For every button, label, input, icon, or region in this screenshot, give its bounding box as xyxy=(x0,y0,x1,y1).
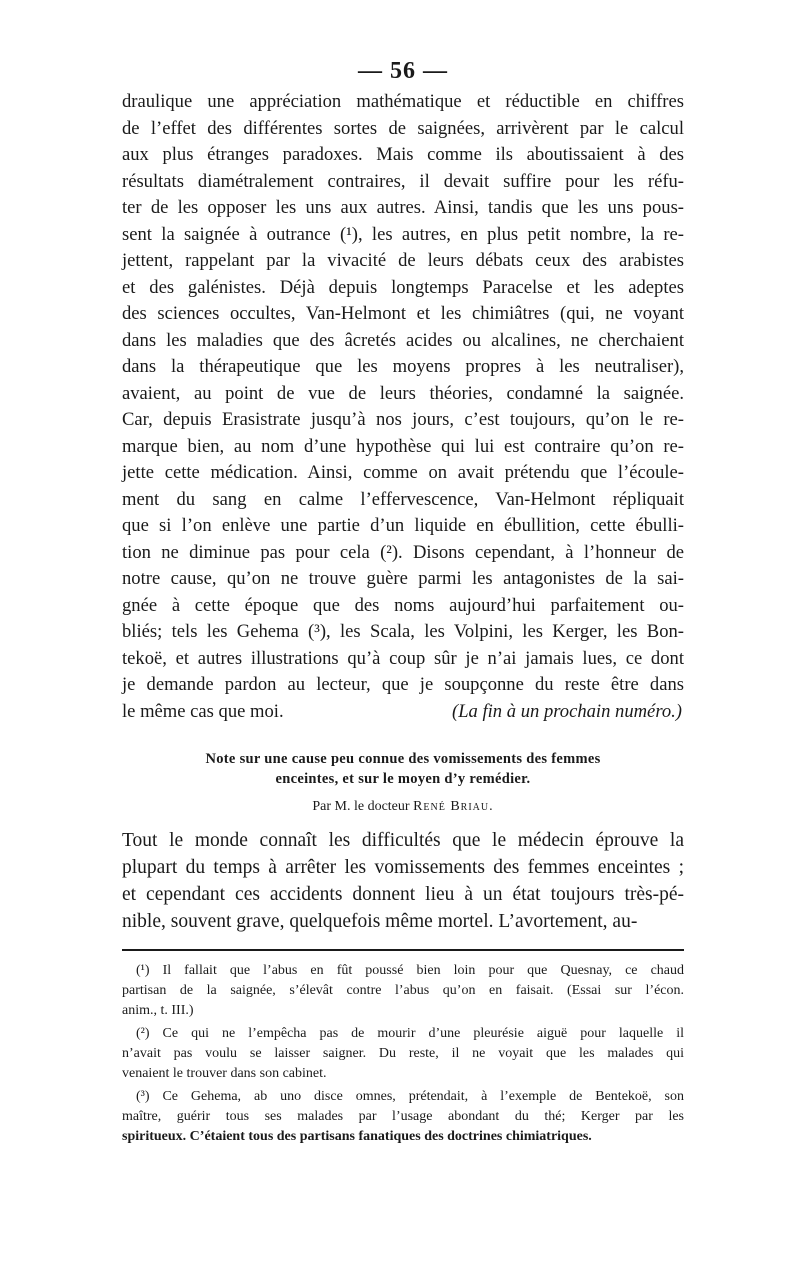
footnote-2-line: venaient le trouver dans son cabinet. xyxy=(122,1066,327,1081)
article-title xyxy=(122,749,684,789)
footnote-1-line: (¹) Il fallait que l’abus en fût poussé bien loin pour que Quesnay, ce chaud xyxy=(136,963,684,978)
body-line: draulique une appréciation mathématique et réductible en chiffres xyxy=(122,91,684,112)
body-line: que si l’on enlève une partie d’un liquide en ébullition, cette ébulli- xyxy=(122,515,684,536)
body-line: résultats diamétralement contraires, il devait suffire pour les réfu- xyxy=(122,170,684,192)
footnote-2-line: (²) Ce qui ne l’empêcha pas de mourir d’une pleurésie aiguë pour laquelle il xyxy=(136,1026,684,1041)
body-line: tekoë, et autres illustrations qu’à coup sûr je n’ai jamais lues, ce dont xyxy=(122,647,684,669)
body-line: dans les maladies que des âcretés acides ou alcalines, ne cherchaient xyxy=(122,329,684,351)
closing-line xyxy=(122,699,684,726)
body-line: sent la saignée à outrance (¹), les autres, en plus petit nombre, la re- xyxy=(122,223,684,245)
body-line: tion ne diminue pas pour cela (²). Disons cependant, à l’honneur de xyxy=(122,541,684,563)
body-line: notre cause, qu’on ne trouve guère parmi les antagonistes de la sai- xyxy=(122,568,684,589)
footnote-divider xyxy=(122,949,684,951)
page-number: — 56 — xyxy=(358,58,448,84)
body-line: des sciences occultes, Van-Helmont et les chimiâtres (qui, ne voyant xyxy=(122,303,684,324)
article-title-line-1: Note sur une cause peu connue des vomissements des femmes xyxy=(205,751,601,767)
closing-note: (La fin à un prochain numéro.) xyxy=(452,700,682,722)
body-line: gnée à cette époque que des noms aujourd’hui parfaitement ou- xyxy=(122,594,684,616)
intro-line: Tout le monde connaît les difficultés que le médecin éprouve la xyxy=(122,830,684,851)
footnote-3-line: (³) Ce Gehema, ab uno disce omnes, prétendait, à l’exemple de Bentekoë, son xyxy=(136,1089,684,1104)
footnotes xyxy=(122,961,684,1147)
body-line: bliés; tels les Gehema (³), les Scala, les Volpini, les Kerger, les Bon- xyxy=(122,621,684,642)
closing-text: le même cas que moi. xyxy=(122,700,284,722)
article-byline xyxy=(122,799,684,815)
footnote-3-line: spiritueux. C’étaient tous des partisans fanatiques des doctrines chimiatriques. xyxy=(122,1129,592,1144)
intro-line: plupart du temps à arrêter les vomissements des femmes enceintes ; xyxy=(122,857,684,878)
byline-author: René Briau. xyxy=(413,799,494,814)
body-line: de l’effet des différentes sortes de saignées, arrivèrent par le calcul xyxy=(122,117,684,139)
intro-line: et cependant ces accidents donnent lieu à un état toujours très-pé- xyxy=(122,884,684,905)
body-line: ter de les opposer les uns aux autres. Ainsi, tandis que les uns pous- xyxy=(122,197,684,218)
body-line: je demande pardon au lecteur, que je soupçonne du reste être dans xyxy=(122,674,684,695)
article-title-line-2: enceintes, et sur le moyen d’y remédier. xyxy=(275,771,531,787)
article-intro xyxy=(122,827,684,935)
body-line: marque bien, au nom d’une hypothèse qui lui est contraire qu’on re- xyxy=(122,435,684,457)
intro-line: nible, souvent grave, quelquefois même mortel. L’avortement, au- xyxy=(122,911,638,932)
footnote-2-line: n’avait pas voulu se laisser saigner. Du reste, il ne voyait que les malades qui xyxy=(122,1046,684,1061)
body-paragraph xyxy=(122,89,684,699)
footnote-3 xyxy=(122,1087,684,1147)
byline-prefix: Par M. le docteur xyxy=(312,799,410,814)
footnote-3-line: maître, guérir tous ses malades par l’usage abondant du thé; Kerger par les xyxy=(122,1109,684,1124)
page xyxy=(122,58,684,1150)
footnote-1-line: anim., t. III.) xyxy=(122,1003,194,1018)
footnote-1-line: partisan de la saignée, s’élevât contre l’abus qu’on en faisait. (Essai sur l’écon. xyxy=(122,983,684,998)
body-text xyxy=(122,89,684,725)
body-line: avaient, au point de vue de leurs théories, condamné la saignée. xyxy=(122,382,684,404)
body-line: ment du sang en calme l’effervescence, Van-Helmont répliquait xyxy=(122,488,684,510)
footnote-2 xyxy=(122,1024,684,1084)
body-line: jettent, rappelant par la vivacité de leurs débats ceux des arabistes xyxy=(122,250,684,271)
body-line: dans la thérapeutique que les moyens propres à les neutraliser), xyxy=(122,356,684,377)
body-line: aux plus étranges paradoxes. Mais comme ils aboutissaient à des xyxy=(122,144,684,165)
footnote-1 xyxy=(122,961,684,1021)
body-line: jette cette médication. Ainsi, comme on avait prétendu que l’écoule- xyxy=(122,462,684,483)
body-line: Car, depuis Erasistrate jusqu’à nos jours, c’est toujours, qu’on le re- xyxy=(122,409,684,430)
body-line: et des galénistes. Déjà depuis longtemps Paracelse et les adeptes xyxy=(122,276,684,298)
